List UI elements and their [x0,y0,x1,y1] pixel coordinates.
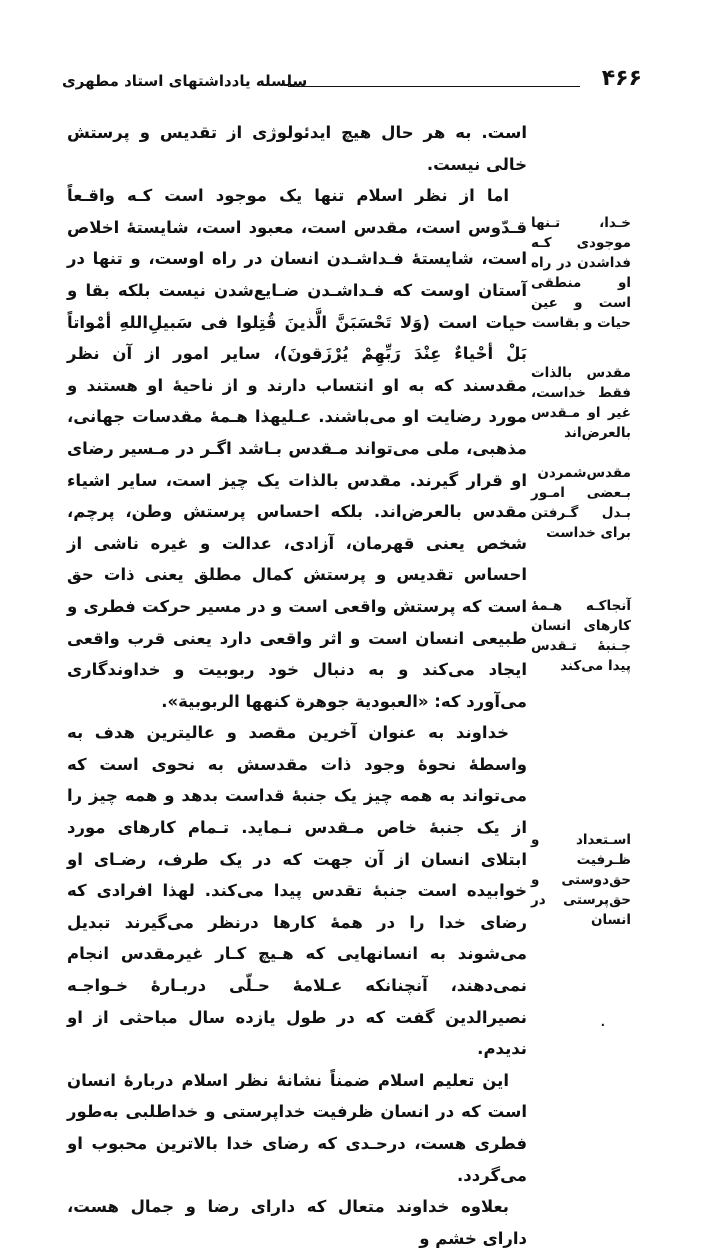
paragraph: اما از نظر اسلام تنها یک موجود است کـه واقـعاً قـدّوس است، مقدس است، معبود است، شایستهٔ اخلاص است، شایستهٔ فـداشـدن انسان در راه اوست، و تنها در آستان اوست که فـداشـدن ضـایع‌شدن نیست بلکه بقا و حیات است (وَلا تَحْسَبَنَّ الَّذینَ قُتِلوا فی سَبیلِ‌اللهِ أمْواتاً بَلْ أحْیاءٌ عِنْدَ رَبِّهِمْ یُرْزَقونَ)، سایر امور از آن نظر مقدسند که به او انتساب دارند و از ناحیهٔ او هستند و مورد رضایت او می‌باشند. عـلیهذا هـمهٔ مقدسات جهانی، مذهبی، ملی می‌تواند مـقدس بـاشد اگـر در مـسیر رضای او قرار گیرند. مقدس بالذات یک چیز است، سایر اشیاء مقدس بالعرض‌اند. بلکه احساس پرستش وطن، پرچم، شخص یعنی قهرمان، آزادی، عدالت و غیره ناشی از احساس تقدیس و پرستش کمال مطلق یعنی ذات حق است که پرستش واقعی است و در مسیر حرکت فطری و طبیعی انسان است و اثر واقعی دارد یعنی قرب واقعی ایجاد می‌کند و به دنبال خود ربوبیت و خداوندگاری می‌آورد که: «العبودیة جوهرة کنهها الربوبیة». [67,186,527,711]
paragraph: است. به هر حال هیچ ایدئولوژی از تقدیس و پرستش خالی نیست. [67,123,527,174]
main-text-column [67,117,527,1254]
footer-mark: . [600,1010,606,1031]
header-rule [288,86,580,87]
margin-note: آنجاکـه هـمهٔ کارهای انسان جـنبهٔ تـقدس پیدا می‌کند [531,598,631,674]
margin-note: مقدس‌شمردن بـعضی امـور بـدل گـرفتن برای خداست [531,465,631,541]
margin-note: اسـتعداد و ظـرفیت حق‌دوستی و حق‌پرستی در انسان [531,832,631,928]
series-title: سلسله یادداشتهای استاد مطهری [62,72,308,90]
page-header [62,66,642,100]
paragraph: خداوند به عنوان آخرین مقصد و عالیترین هدف به واسطهٔ نحوهٔ وجود ذات مقدسش به نحوی است که می‌تواند به همه چیز یک جنبهٔ قداست بدهد و همه چیز را از یک جنبهٔ خاص مـقدس نـماید. تـمام کارهای مورد ابتلای انسان از آن جهت که در یک طرف، رضـای او خوابیده است جنبهٔ تقدس پیدا می‌کند. لهذا افرادی که رضای خدا را در همهٔ کارها درنظر می‌گیرند تبدیل می‌شوند به انسانهایی که هـیچ کـار غیرمقدس انجام نمی‌دهند، آنچنانکه عـلامهٔ حـلّی دربـارهٔ خـواجـه نصیرالدین گفت که در طول یازده سال مباحثی از او ندیدم. [67,723,527,1059]
page-number: ۴۶۶ [601,66,642,91]
paragraph: بعلاوه خداوند متعال که دارای رضا و جمال هست، دارای خشم و [67,1197,527,1248]
margin-note: خـدا، تـنها موجودی کـه فداشدن در راه او منطقی است و عین حیات و بقاست [531,215,631,331]
margin-note: مقدس بالذات فقط خداست، غیر او مـقدس بالعرض‌اند [531,365,631,441]
paragraph: این تعلیم اسلام ضمناً نشانهٔ نظر اسلام دربارهٔ انسان است که در انسان ظرفیت خداپرستی و خداطلبی به‌طور فطری هست، درحـدی که رضای خدا بالاترین محبوب او می‌گردد. [67,1070,527,1185]
